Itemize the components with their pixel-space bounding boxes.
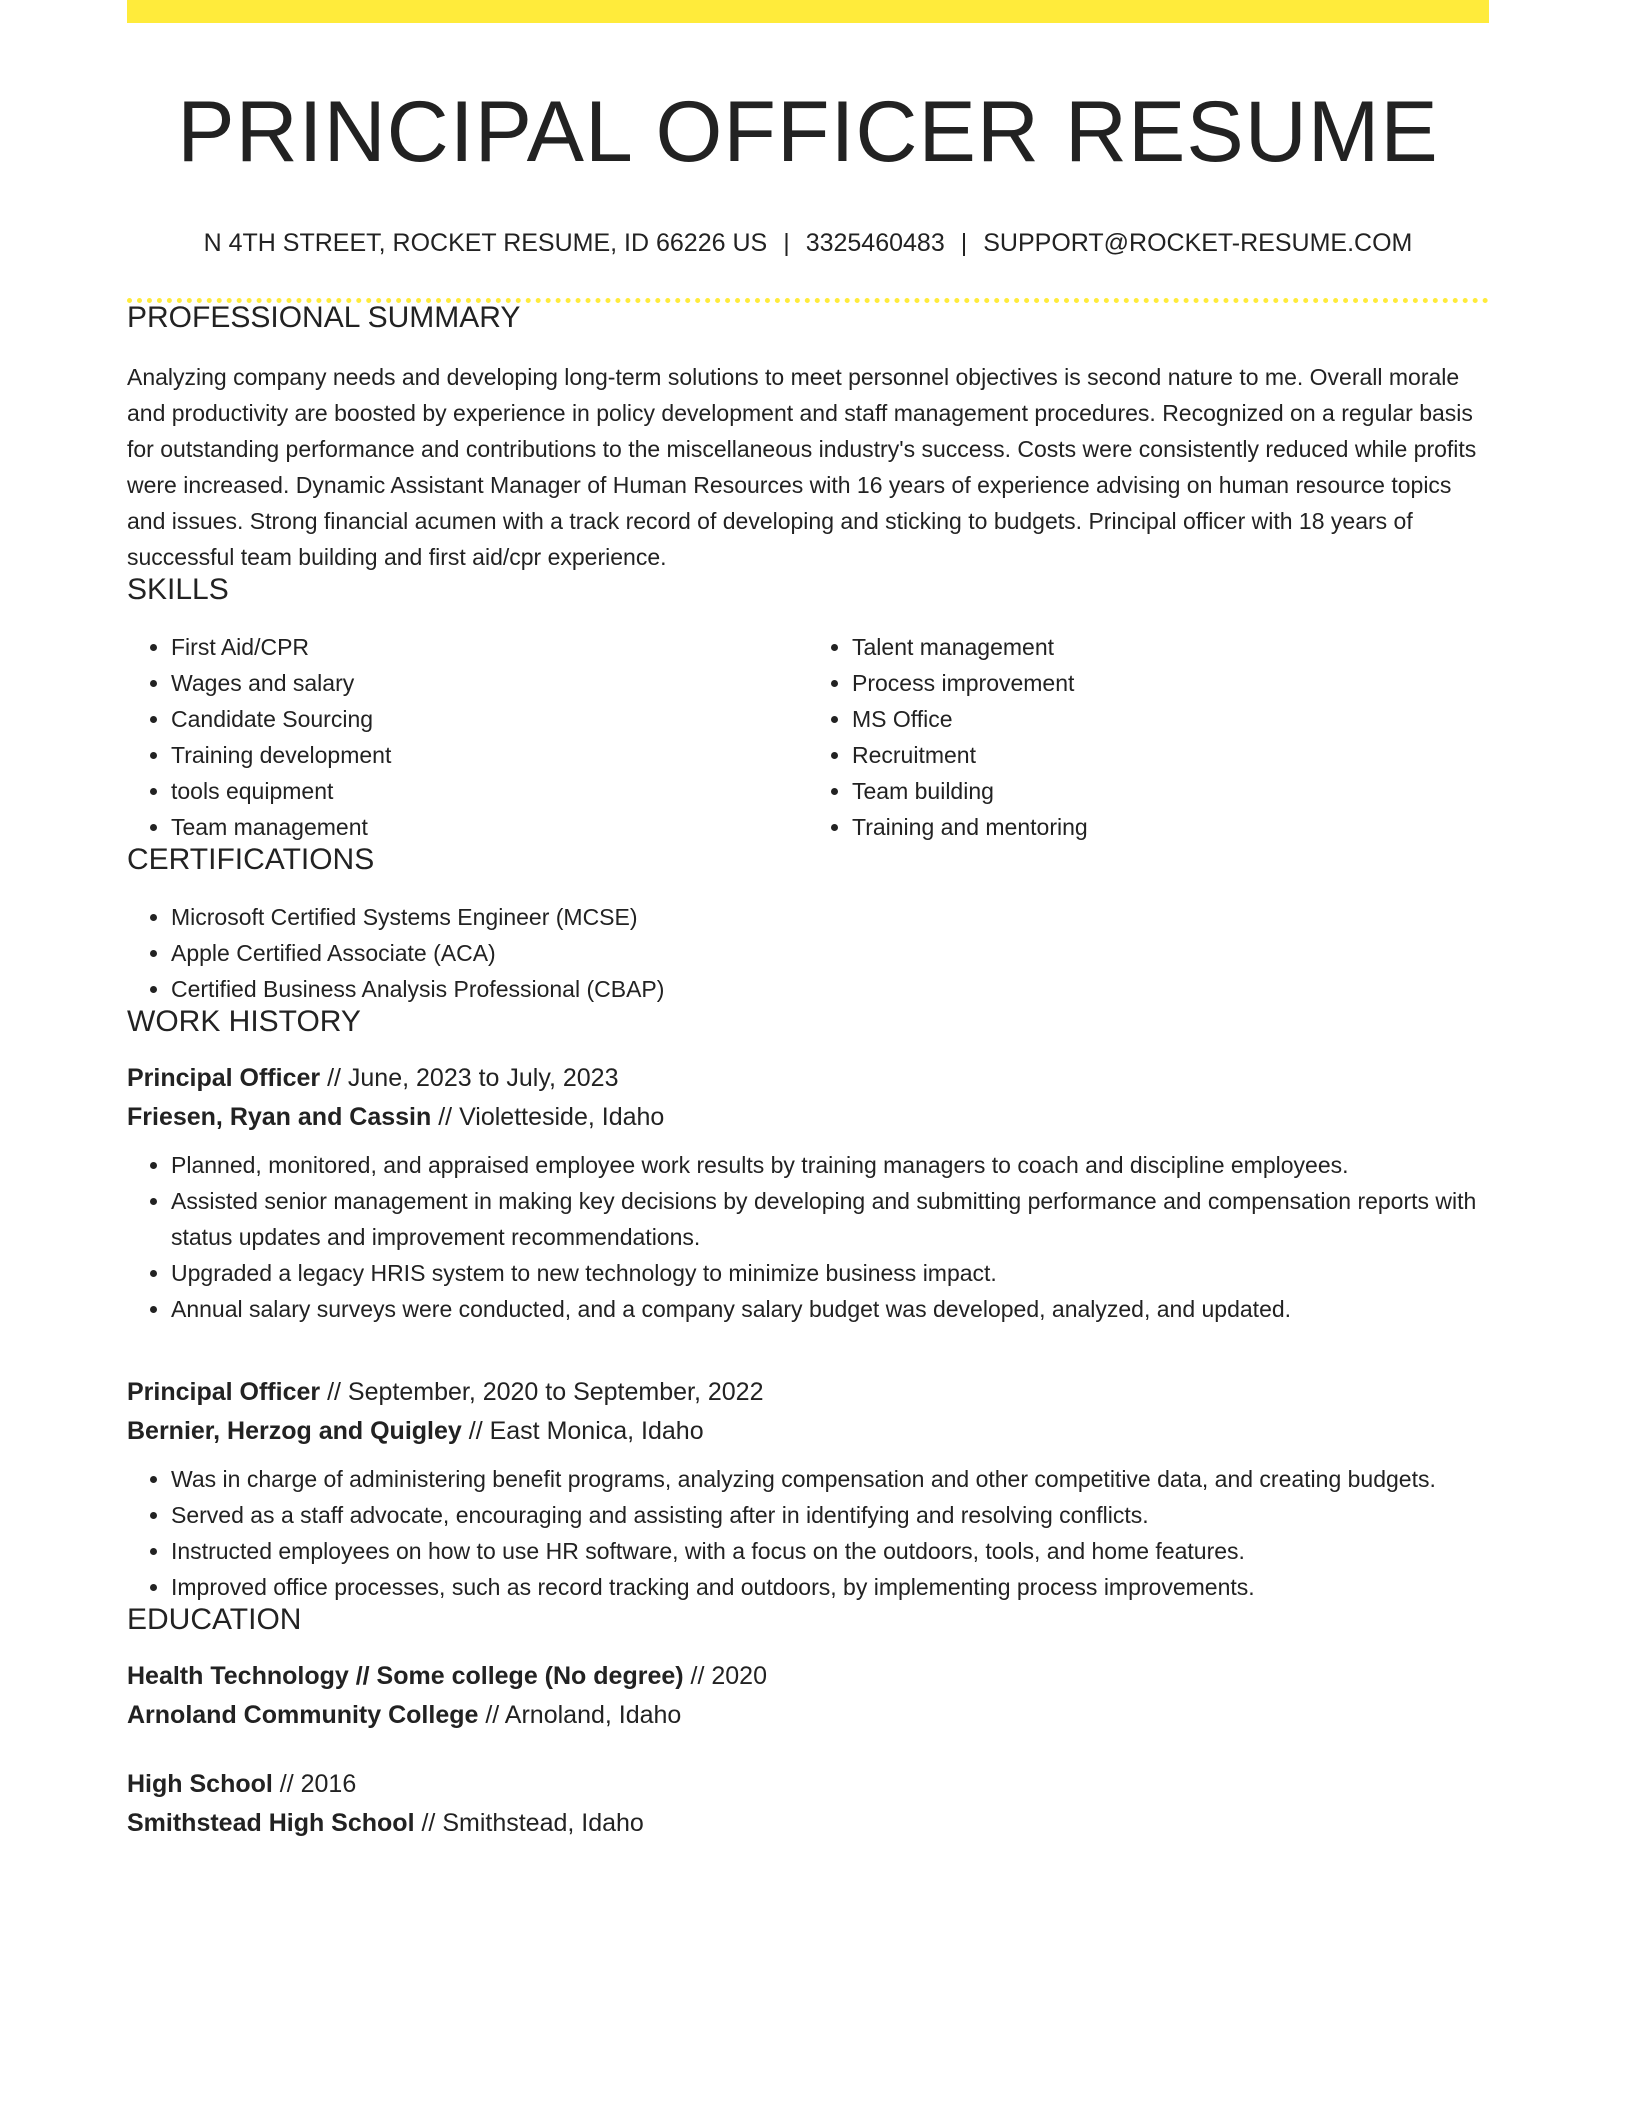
job-bullet: • Upgraded a legacy HRIS system to new technology to minimize business impact. [171, 1255, 1489, 1291]
certification-item: • Microsoft Certified Systems Engineer (MCSE) [171, 899, 1489, 935]
job-role: Principal Officer [127, 1378, 321, 1406]
contact-separator: | [960, 229, 968, 257]
skill-item: • Training and mentoring [852, 809, 1489, 845]
education-location: // Arnoland, Idaho [478, 1701, 682, 1729]
resume-page [127, 0, 1489, 1843]
job-company: Bernier, Herzog and Quigley [127, 1417, 462, 1445]
job-company: Friesen, Ryan and Cassin [127, 1103, 432, 1131]
skills-list-right [808, 629, 1489, 845]
job-bullet: • Instructed employees on how to use HR software, with a focus on the outdoors, tools, and home features. [171, 1533, 1489, 1569]
job-entry [127, 1373, 1489, 1605]
education-degree: High School [127, 1770, 273, 1798]
education-school: Arnoland Community College [127, 1701, 479, 1729]
skill-item: • Training development [171, 737, 808, 773]
job-bullet: • Annual salary surveys were conducted, and a company salary budget was developed, analyzed, and updated. [171, 1291, 1489, 1327]
certification-item: • Apple Certified Associate (ACA) [171, 935, 1489, 971]
skill-item: • Team building [852, 773, 1489, 809]
address: N 4TH STREET, ROCKET RESUME, ID 66226 US [203, 229, 768, 257]
section-title-education: EDUCATION [127, 1603, 302, 1636]
job-entry [127, 1059, 1489, 1327]
job-company-line [127, 1412, 1489, 1451]
job-bullet: • Planned, monitored, and appraised employee work results by training managers to coach and discipline employees. [171, 1147, 1489, 1183]
skill-item: • Team management [171, 809, 808, 845]
resume-title: PRINCIPAL OFFICER RESUME [177, 84, 1439, 180]
job-role-line [127, 1059, 1489, 1098]
education-entry [127, 1657, 1489, 1735]
education-school: Smithstead High School [127, 1809, 415, 1837]
education-degree-line [127, 1765, 1489, 1804]
education-school-line [127, 1696, 1489, 1735]
job-role-line [127, 1373, 1489, 1412]
contact-separator: | [783, 229, 790, 257]
job-bullet: • Improved office processes, such as record tracking and outdoors, by implementing process improvements. [171, 1569, 1489, 1605]
job-bullets [127, 1461, 1489, 1605]
skill-item: • tools equipment [171, 773, 808, 809]
job-location: // Violetteside, Idaho [431, 1103, 665, 1131]
skills-list-left [127, 629, 808, 845]
section-title-skills: SKILLS [127, 573, 229, 606]
certification-item: • Certified Business Analysis Professional (CBAP) [171, 971, 1489, 1007]
education-year: // 2016 [272, 1770, 357, 1798]
job-company-line [127, 1098, 1489, 1137]
skill-item: • First Aid/CPR [171, 629, 808, 665]
education-location: // Smithstead, Idaho [414, 1809, 644, 1837]
skills-grid [127, 629, 1489, 845]
section-title-work-history: WORK HISTORY [127, 1005, 361, 1038]
education-year: // 2020 [683, 1662, 767, 1690]
contact-line [127, 231, 1489, 256]
job-dates: // June, 2023 to July, 2023 [320, 1064, 619, 1092]
job-bullet: • Served as a staff advocate, encouraging and assisting after in identifying and resolving conflicts. [171, 1497, 1489, 1533]
job-dates: // September, 2020 to September, 2022 [320, 1378, 764, 1406]
skill-item: • Talent management [852, 629, 1489, 665]
skill-item: • Process improvement [852, 665, 1489, 701]
education-degree: Health Technology // Some college (No degree) [127, 1662, 684, 1690]
certifications-list [127, 899, 1489, 1007]
skill-item: • Recruitment [852, 737, 1489, 773]
section-title-certifications: CERTIFICATIONS [127, 843, 375, 876]
skill-item: • MS Office [852, 701, 1489, 737]
job-bullet: • Was in charge of administering benefit programs, analyzing compensation and other competitive data, and creating budgets. [171, 1461, 1489, 1497]
email: SUPPORT@ROCKET-RESUME.COM [983, 229, 1413, 257]
job-bullets [127, 1147, 1489, 1327]
summary-text: Analyzing company needs and developing long-term solutions to meet personnel objectives is second nature to me. Overall morale and productivity are boosted by experience in policy development and staff management procedures. Recognized on a regular basis for outstanding performance and contributions to the miscellaneous industry's success. Costs were consistently reduced while profits were increased. Dynamic Assistant Manager of Human Resources with 16 years of experience advising on human resource topics and issues. Strong financial acumen with a track record of developing and sticking to budgets. Principal officer with 18 years of successful team building and first aid/cpr experience. [127, 364, 1477, 570]
education-degree-line [127, 1657, 1489, 1696]
skill-item: • Candidate Sourcing [171, 701, 808, 737]
job-bullet: • Assisted senior management in making key decisions by developing and submitting performance and compensation reports with status updates and improvement recommendations. [171, 1183, 1489, 1255]
section-title-summary: PROFESSIONAL SUMMARY [127, 301, 521, 334]
phone: 3325460483 [805, 229, 945, 257]
education-entry [127, 1765, 1489, 1843]
job-role: Principal Officer [127, 1064, 321, 1092]
education-school-line [127, 1804, 1489, 1843]
top-accent-bar [127, 0, 1489, 23]
skill-item: • Wages and salary [171, 665, 808, 701]
job-location: // East Monica, Idaho [461, 1417, 704, 1445]
